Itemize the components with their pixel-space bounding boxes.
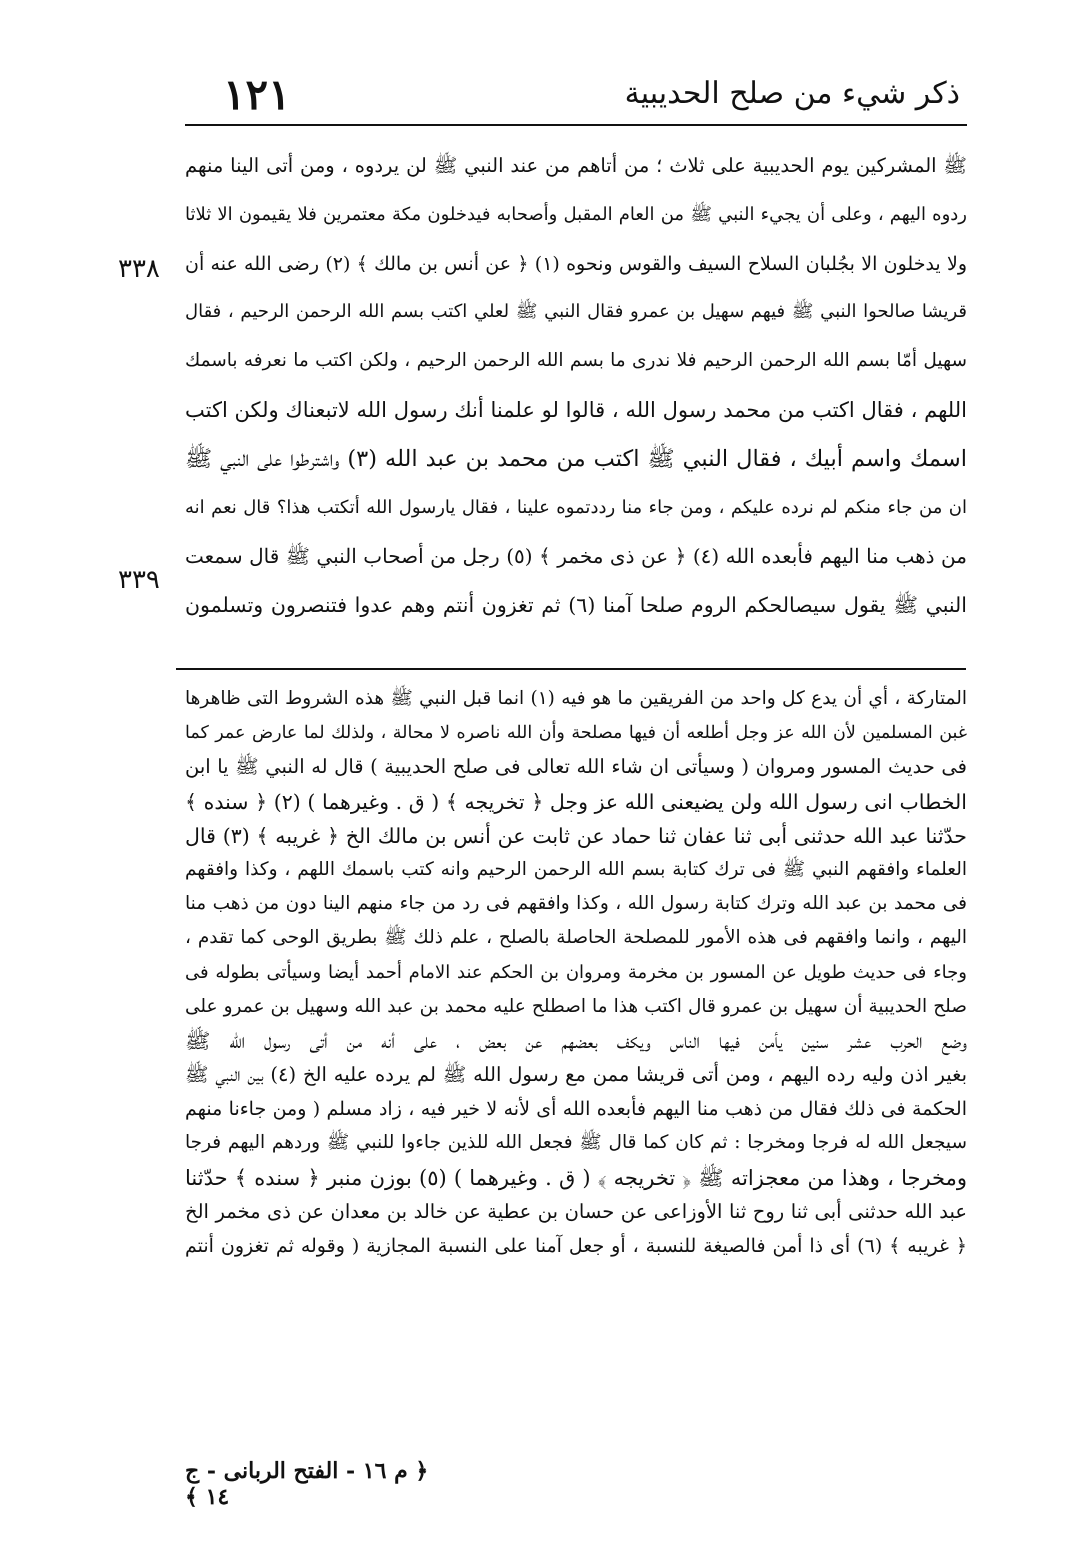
footnote-line: اليهم ، وانما وافقهم فى هذه الأمور للمصلحة الحاصلة بالصلح ، علم ذلك ﷺ بطريق الوحى كما تقدم ، <box>185 927 967 949</box>
running-title: ذكر شيء من صلح الحديبية <box>624 76 960 111</box>
main-text-line: النبي ﷺ يقول سيصالحكم الروم صلحا آمنا (٦) ثم تغزون أنتم وهم عدوا فتنصرون وتسلمون <box>185 593 967 618</box>
main-text-line: ان من جاء منكم لم نرده عليكم ، ومن جاء منا رددتموه علينا ، فقال يارسول الله أتكتب هذا؟ قال نعم انه <box>185 496 967 518</box>
footnote-line: المتاركة ، أي أن يدع كل واحد من الفريقين ما هو فيه (١) انما قبل النبي ﷺ هذه الشروط التى ظاهرها <box>185 688 967 709</box>
footnote-line: وجاء فى حديث طويل عن المسور بن مخرمة ومروان بن الحكم عند الامام أحمد أيضا وسيأتى بطوله فى <box>185 961 967 983</box>
main-text-line: ﷺ المشركين يوم الحديبية على ثلاث ؛ من أتاهم من عند النبي ﷺ لن يردوه ، ومن أتى الينا منهم <box>185 154 967 177</box>
header-divider <box>185 124 967 126</box>
hadith-number: ٣٣٩ <box>118 565 160 595</box>
footnote-line: سيجعل الله له فرجا ومخرجا : ثم كان كما قال ﷺ فجعل الله للذين جاءوا للنبي ﷺ وردهم اليهم فرجا <box>185 1132 967 1154</box>
footnote-line: ﴿ غريبه ﴾ (٦) أى ذا أمن فالصيغة للنسبة ، أو جعل آمنا على النسبة المجازية ( وقوله ثم تغزون أنتم <box>185 1235 967 1257</box>
main-text-line: من ذهب منا اليهم فأبعده الله (٤) ﴿ عن ذى مخمر ﴾ (٥) رجل من أصحاب النبي ﷺ قال سمعت <box>185 544 967 569</box>
footnote-divider <box>176 668 966 670</box>
main-text-line: قريشا صالحوا النبي ﷺ فيهم سهيل بن عمرو فقال النبي ﷺ لعلي اكتب بسم الله الرحمن الرحيم ، فقال <box>185 301 967 323</box>
main-text-line: ردوه اليهم ، وعلى أن يجيء النبي ﷺ من العام المقبل وأصحابه فيدخلون مكة معتمرين فلا يقيمون الا ثلاثا <box>185 203 967 225</box>
footnote-line: العلماء وافقهم النبي ﷺ فى ترك كتابة بسم الله الرحمن الرحيم وانه كتب باسمك اللهم ، وكذا وافقهم <box>185 858 967 880</box>
page-number: ١٢١ <box>223 70 291 119</box>
footnote-line: الخطاب انى رسول الله ولن يضيعنى الله عز وجل ﴿ تخريجه ﴾ ( ق . وغيرهما ) (٢) ﴿ سنده ﴾ <box>185 789 967 814</box>
footnote-line: وضع الحرب عشر سنين يأمن فيها الناس ويكف بعضهم عن بعض ، على أنه من أتى رسول الله ﷺ <box>185 1028 967 1053</box>
footnote-line: ومخرجا ، وهذا من معجزاته ﷺ ﴿ تخريجه ﴾ ( ق . وغيرهما ) (٥) بوزن منبر ﴿ سنده ﴾ حدّثنا <box>185 1165 967 1190</box>
volume-signature: ﴿ م ١٦ - الفتح الربانى - ج ١٤ ﴾ <box>185 1458 429 1510</box>
footnote-line: فى حديث المسور ومروان ( وسيأتى ان شاء الله تعالى فى صلح الحديبية ) قال له النبي ﷺ يا ابن <box>185 755 967 779</box>
hadith-number: ٣٣٨ <box>118 254 160 284</box>
main-text-line: سهيل أمّا بسم الله الرحمن الرحيم فلا ندرى ما بسم الله الرحمن الرحيم ، ولكن اكتب ما نعرفه باسمك <box>185 350 967 372</box>
footnote-line: بغير اذن وليه رده اليهم ، ومن أتى قريشا ممن مع رسول الله ﷺ لم يرده عليه الخ (٤) بين النبي ﷺ <box>185 1063 967 1087</box>
footnote-line: صلح الحديبية أن سهيل بن عمرو قال اكتب هذا ما اصطلح عليه محمد بن عبد الله وسهيل بن عمرو على <box>185 995 967 1017</box>
footnote-line: حدّثنا عبد الله حدثنى أبى ثنا عفان ثنا حماد عن ثابت عن أنس بن مالك الخ ﴿ غريبه ﴾ (٣) قال <box>185 823 967 848</box>
footnote-line: الحكمة فى ذلك فقال من ذهب منا اليهم فأبعده الله أى لأنه لا خير فيه ، زاد مسلم ( ومن جاءنا منهم <box>185 1098 967 1121</box>
main-text-line: ولا يدخلون الا بجُلبان السلاح السيف والقوس ونحوه (١) ﴿ عن أنس بن مالك ﴾ (٢) رضى الله عنه أن <box>185 252 967 275</box>
main-text <box>185 142 967 630</box>
footnote-line: فى محمد بن عبد الله وترك كتابة رسول الله ، وكذا وافقهم فى رد من جاء منهم الينا دون من ذهب منا <box>185 893 967 915</box>
footnote-line: عبد الله حدثنى أبى ثنا روح ثنا الأوزاعى عن حسان بن عطية عن خالد بن معدان عن ذى مخمر الخ <box>185 1199 967 1223</box>
main-text-line: اسمك واسم أبيك ، فقال النبي ﷺ اكتب من محمد بن عبد الله (٣) واشترطوا على النبي ﷺ <box>185 445 967 472</box>
footnotes <box>185 682 967 1263</box>
main-text-line: اللهم ، فقال اكتب من محمد رسول الله ، قالوا لو علمنا أنك رسول الله لاتبعناك ولكن اكتب <box>185 397 967 422</box>
page-header <box>185 62 960 122</box>
footnote-line: غبن المسلمين لأن الله عز وجل أطلعه أن فيها مصلحة وأن الله ناصره لا محالة ، ولذلك لما عارض عمر كما <box>185 723 967 744</box>
